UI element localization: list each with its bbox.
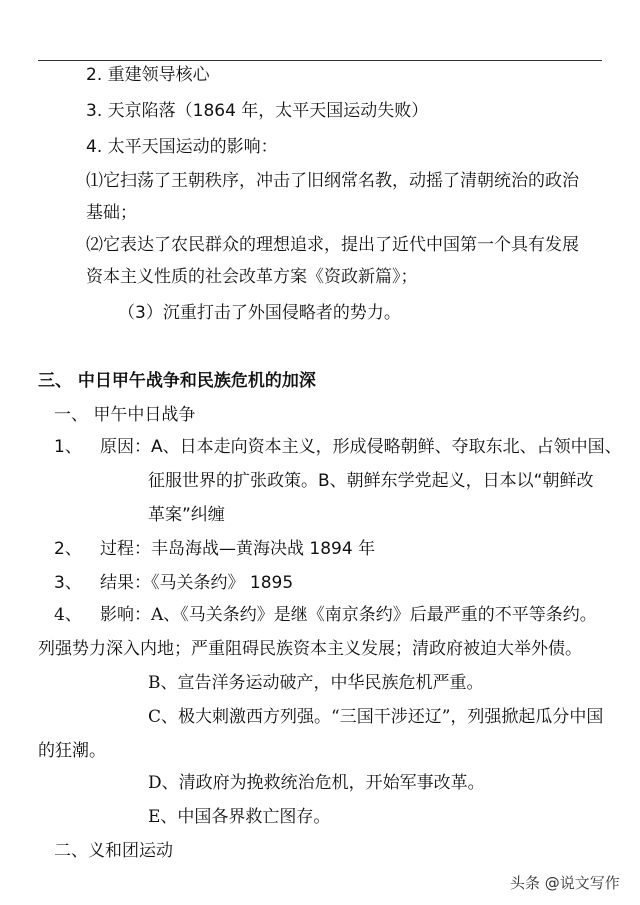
taiping-item-4: 4. 太平天国运动的影响：: [86, 137, 278, 157]
impact-c-line-1: C、极大刺激西方列强。“三国干涉还辽”，列强掀起瓜分中国: [148, 707, 604, 727]
process-number: 2、: [54, 539, 82, 559]
taiping-effect-2-line-1: ⑵它表达了农民群众的理想追求，提出了近代中国第一个具有发展: [86, 235, 579, 255]
cause-line-3: 革案”纠缠: [148, 505, 225, 525]
section-3-heading: 三、 中日甲午战争和民族危机的加深: [38, 371, 316, 391]
impact-e: E、中国各界救亡图存。: [148, 807, 331, 827]
impact-a-line-1: 影响：A、《马关条约》是继《南京条约》后最严重的不平等条约。: [100, 605, 597, 625]
cause-line-1: 原因：A、日本走向资本主义，形成侵略朝鲜、夺取东北、占领中国、: [100, 437, 622, 457]
impact-number: 4、: [54, 605, 82, 625]
result-text: 结果：《马关条约》 1895: [100, 573, 294, 593]
process-text: 过程：丰岛海战—黄海决战 1894 年: [100, 539, 376, 559]
taiping-effect-1-line-2: 基础；: [86, 203, 137, 223]
taiping-item-2: 2. 重建领导核心: [86, 65, 210, 85]
taiping-effect-3: （3）沉重打击了外国侵略者的势力。: [118, 303, 401, 323]
cause-line-2: 征服世界的扩张政策。B、朝鲜东学党起义，日本以“朝鲜改: [148, 471, 594, 491]
boxer-movement-heading: 二、义和团运动: [54, 841, 173, 861]
cause-number: 1、: [54, 437, 82, 457]
impact-b: B、宣告洋务运动破产，中华民族危机严重。: [148, 673, 484, 693]
impact-d: D、清政府为挽救统治危机，开始军事改革。: [148, 773, 485, 793]
taiping-effect-2-line-2: 资本主义性质的社会改革方案《资政新篇》；: [86, 267, 418, 287]
watermark: 头条 @说文写作: [510, 874, 620, 892]
impact-a-line-2: 列强势力深入内地；严重阻碍民族资本主义发展；清政府被迫大举外债。: [38, 639, 582, 659]
taiping-item-3: 3. 天京陷落（1864 年，太平天国运动失败）: [86, 101, 429, 121]
impact-c-line-2: 的狂潮。: [38, 741, 106, 761]
sino-japanese-war-heading: 一、 甲午中日战争: [54, 405, 196, 425]
header-rule: [38, 60, 602, 61]
taiping-effect-1-line-1: ⑴它扫荡了王朝秩序，冲击了旧纲常名教，动摇了清朝统治的政治: [86, 171, 579, 191]
result-number: 3、: [54, 573, 82, 593]
